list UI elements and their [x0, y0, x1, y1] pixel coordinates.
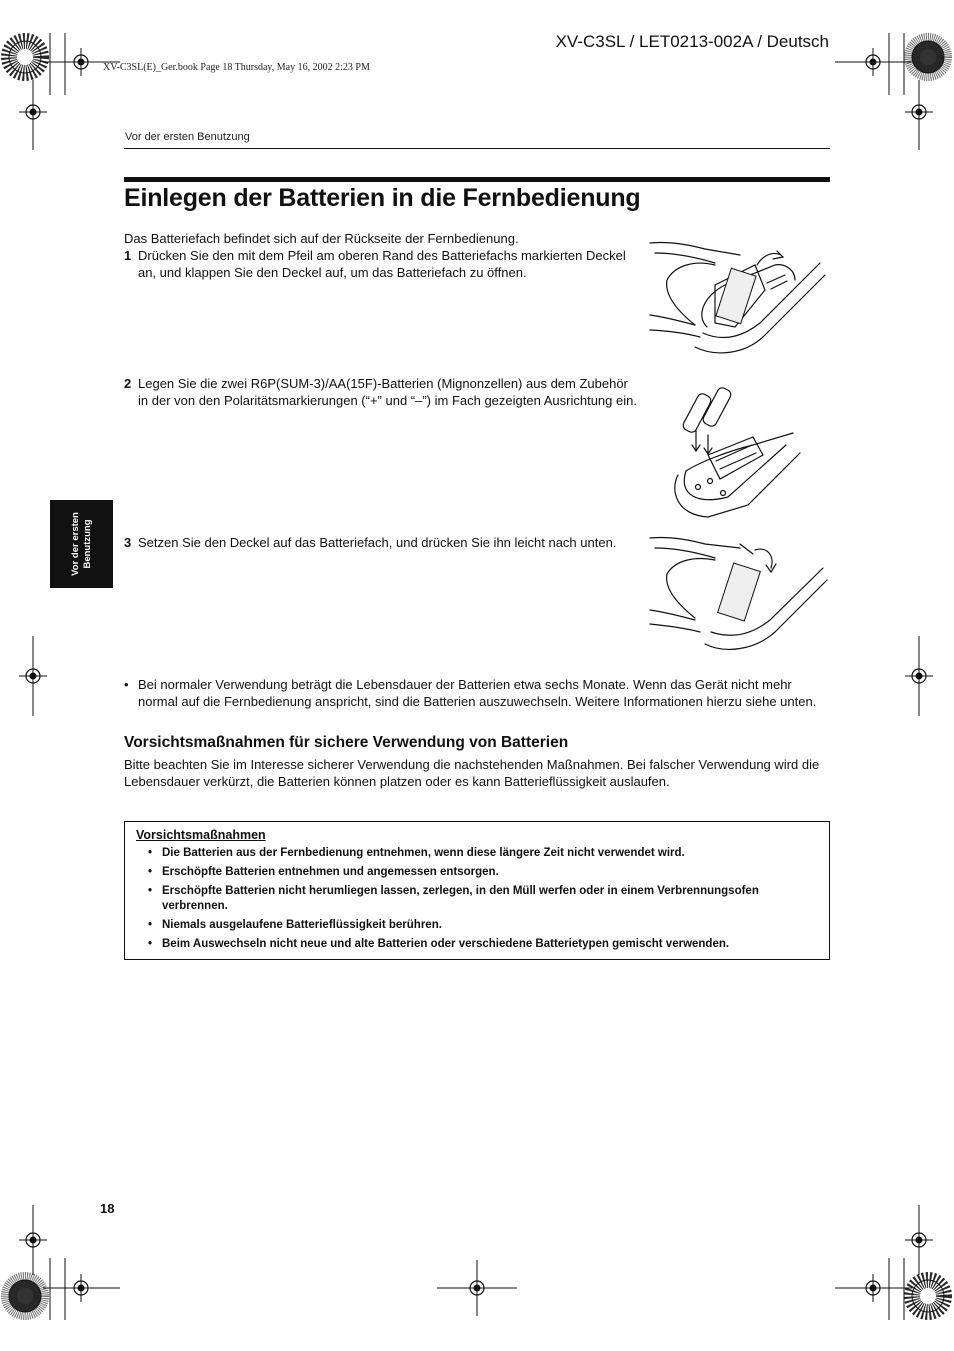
side-tab-line-2: Benutzung: [81, 519, 93, 569]
title-rule: [124, 177, 830, 182]
safety-intro-text: Bitte beachten Sie im Interesse sicherer Verwendung die nachstehenden Maßnahmen. Bei falscher Verwendung wird die Lebensdauer verkürzt, die Batterien können platzen oder es kann Batterieflüssigkeit auslaufen.: [124, 757, 820, 789]
caution-item: [148, 918, 818, 933]
step-text: Legen Sie die zwei R6P(SUM-3)/AA(15F)-Batterien (Mignonzellen) aus dem Zubehör in der von den Polaritätsmarkierungen (“+” und “–”) im Fach gezeigten Ausrichtung ein.: [138, 376, 637, 408]
caution-item-text: Niemals ausgelaufene Batterieflüssigkeit berühren.: [162, 919, 442, 931]
caution-item: [148, 865, 818, 880]
caution-title: Vorsichtsmaßnahmen: [136, 828, 266, 842]
remote-insert-batteries-illustration: [668, 375, 803, 523]
intro-text: Das Batteriefach befindet sich auf der Rückseite der Fernbedienung.: [124, 231, 519, 246]
bullet: •: [148, 885, 153, 897]
caution-item-text: Die Batterien aus der Fernbedienung entnehmen, wenn diese längere Zeit nicht verwendet wird.: [162, 847, 685, 859]
book-info: XV-C3SL(E)_Ger.book Page 18 Thursday, May 16, 2002 2:23 PM: [103, 62, 370, 73]
remote-open-cover-illustration: [645, 235, 830, 360]
step-number: 2: [124, 376, 132, 391]
caution-item-text: Erschöpfte Batterien entnehmen und angemessen entsorgen.: [162, 866, 499, 878]
section-label: Vor der ersten Benutzung: [125, 131, 250, 143]
caution-item: [148, 937, 818, 952]
safety-subheading: Vorsichtsmaßnahmen für sichere Verwendung von Batterien: [124, 734, 569, 751]
side-tab-line-1: Vor der ersten: [69, 512, 81, 576]
step-text: Setzen Sie den Deckel auf das Batteriefach, und drücken Sie ihn leicht nach unten.: [138, 535, 617, 550]
bullet: •: [124, 677, 129, 692]
model-title: XV-C3SL / LET0213-002A / Deutsch: [555, 32, 829, 51]
step-text: Drücken Sie den mit dem Pfeil am oberen Rand des Batteriefachs markierten Deckel an, und klappen Sie den Deckel auf, um das Batteriefach zu öffnen.: [138, 248, 626, 280]
caution-box: [124, 821, 830, 960]
step-number: 1: [124, 248, 132, 263]
remote-close-cover-illustration: [645, 532, 830, 657]
note-text: Bei normaler Verwendung beträgt die Lebensdauer der Batterien etwa sechs Monate. Wenn das Gerät nicht mehr normal auf die Fernbedienung anspricht, sind die Batterien auszuwechseln. Weitere Informationen hierzu siehe unten.: [138, 677, 817, 709]
caution-item: [148, 884, 818, 914]
caution-list: [148, 846, 818, 956]
header-rule: [124, 148, 830, 149]
bullet: •: [148, 938, 153, 950]
caution-item: [148, 846, 818, 861]
caution-item-text: Erschöpfte Batterien nicht herumliegen lassen, zerlegen, in den Müll werfen oder in einem Verbrennungsofen verbrennen.: [162, 885, 759, 912]
page-title: Einlegen der Batterien in die Fernbedienung: [124, 184, 641, 212]
step-number: 3: [124, 535, 132, 550]
bullet: •: [148, 866, 153, 878]
page-number: 18: [100, 1201, 115, 1216]
section-side-tab: [50, 500, 113, 588]
bullet: •: [148, 847, 153, 859]
caution-item-text: Beim Auswechseln nicht neue und alte Batterien oder verschiedene Batterietypen gemischt verwenden.: [162, 938, 730, 950]
bullet: •: [148, 919, 153, 931]
